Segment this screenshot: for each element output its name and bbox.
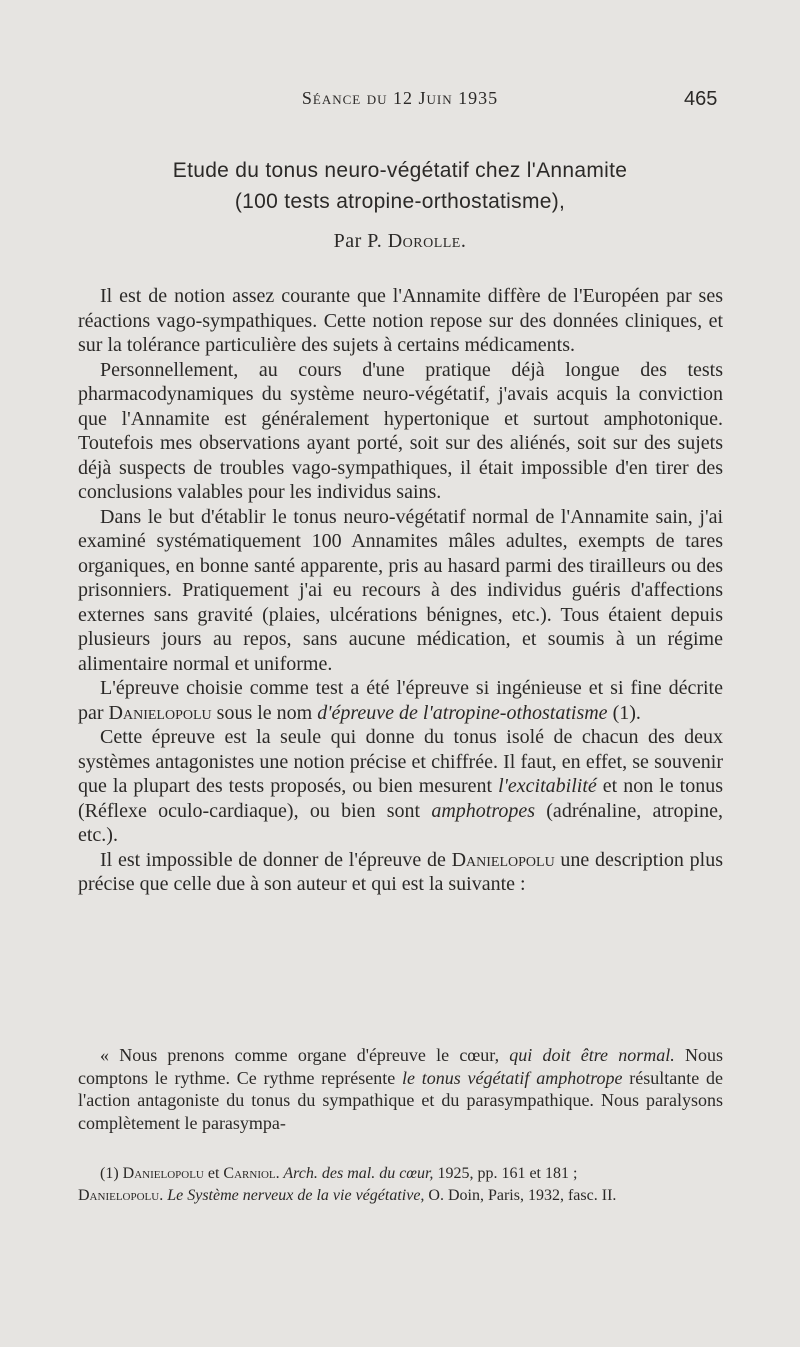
footnote-author-3: Danielopolu.: [78, 1187, 164, 1204]
p5-text-b: et non le tonus (Réflexe oculo-cardiaque), ou bien sont: [78, 775, 723, 822]
p4-text-c: (1).: [607, 701, 641, 724]
p5-text-a: Cette épreuve est la seule qui donne du tonus isolé de chacun des deux systèmes antagonistes une notion précise et chiffrée. Il faut, en effet, se souvenir que la plupart des tests proposés, ou bien mesurent: [78, 726, 723, 797]
page-number: 465: [684, 88, 718, 110]
p4-text-a: L'épreuve choisie comme test a été l'épreuve si ingénieuse et si fine décrite par: [78, 677, 723, 724]
p6-author-name: Danielopolu: [451, 848, 555, 871]
quotation-paragraph: [78, 1044, 723, 1134]
p5-italic-term-2: amphotropes: [431, 799, 536, 822]
quote-text-c: résultante de l'action antagoniste du tonus du sympathique et du parasympathique. Nous paralysons complètement le parasympa-: [78, 1067, 724, 1133]
footnote-and: et: [203, 1165, 224, 1182]
quote-text-a: « Nous prenons comme organe d'épreuve le cœur,: [100, 1045, 510, 1065]
p4-author-name: Danielopolu: [108, 701, 212, 724]
footnote-ref-1: 1925, pp. 161 et 181 ;: [433, 1165, 578, 1182]
paragraph-4: [78, 676, 723, 725]
p4-text-b: sous le nom: [211, 701, 318, 724]
paragraph-1: Il est de notion assez courante que l'Annamite diffère de l'Européen par ses réactions vago-sympathiques. Cette notion repose sur des données cliniques, et sur la tolérance particulière des sujets à certains médicaments.: [78, 285, 723, 356]
quotation-block: [78, 1044, 723, 1134]
paragraph-6: [78, 848, 723, 897]
author-line: [0, 230, 800, 253]
p6-text-b: une description plus précise que celle due à son auteur et qui est la suivante :: [78, 848, 723, 895]
footnote-author-2: Carniol.: [223, 1165, 280, 1182]
footnote-1: [78, 1163, 723, 1207]
running-head: [0, 88, 800, 114]
footnote-book: Le Système nerveux de la vie végétative,: [163, 1187, 425, 1204]
article-title-line-2: (100 tests atropine-orthostatisme),: [234, 190, 566, 213]
paragraph-5: [78, 725, 723, 848]
footnote-journal: Arch. des mal. du cœur,: [279, 1165, 434, 1182]
author-name: Dorolle.: [387, 230, 467, 252]
footnote-ref-2: O. Doin, Paris, 1932, fasc. II.: [424, 1187, 617, 1204]
paragraph-2: Personnellement, au cours d'une pratique déjà longue des tests pharmacodynamiques du système neuro-végétatif, j'avais acquis la conviction que l'Annamite est généralement hypertonique et surtout amphotonique. Toutefois mes observations ayant porté, soit sur des aliénés, soit sur des sujets déjà suspects de troubles vago-sympathiques, il était impossible d'en tirer des conclusions valables pour les individus sains.: [78, 358, 723, 503]
p5-text-c: (adrénaline, atropine, etc.).: [78, 799, 723, 846]
footnote-number: (1): [100, 1165, 123, 1182]
quote-text-b: Nous comptons le rythme. Ce rythme représente: [78, 1045, 723, 1088]
article-title-line-1: Etude du tonus neuro-végétatif chez l'Annamite: [172, 159, 628, 182]
footnote-author-1: Danielopolu: [122, 1165, 204, 1182]
paragraph-3: Dans le but d'établir le tonus neuro-végétatif normal de l'Annamite sain, j'ai examiné systématiquement 100 Annamites mâles adultes, exempts de tares organiques, en bonne santé apparente, pris au hasard parmi des tirailleurs ou des prisonniers. Pratiquement j'ai eu recours à des individus guéris d'affections externes sans gravité (plaies, ulcérations bénignes, etc.). Tous étaient depuis plusieurs jours au repos, sans aucune médication, et soumis à un régime alimentaire normal et uniforme.: [78, 505, 723, 675]
article-title: [0, 155, 800, 217]
p5-italic-term-1: l'excitabilité: [498, 775, 597, 797]
quote-italic-1: qui doit être normal.: [509, 1045, 675, 1065]
running-title: Séance du 12 Juin 1935: [301, 88, 499, 108]
footnote: [78, 1163, 723, 1207]
article-body: [78, 284, 723, 897]
p6-text-a: Il est impossible de donner de l'épreuve de: [100, 848, 452, 871]
p4-italic-term: d'épreuve de l'atropine-othostatisme: [317, 701, 608, 724]
quote-italic-2: le tonus végétatif amphotrope: [401, 1067, 623, 1088]
author-prefix: Par P.: [333, 230, 383, 252]
